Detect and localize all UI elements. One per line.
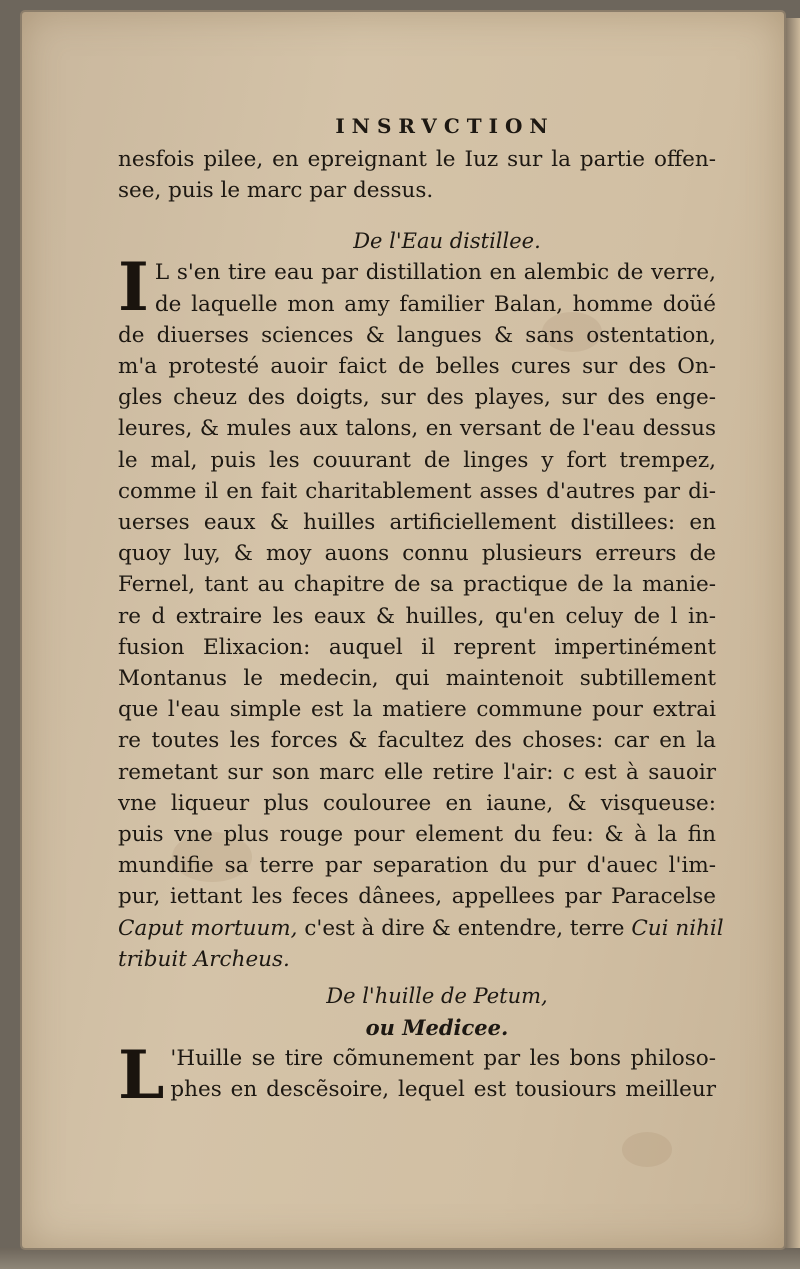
text-fragment: c'est à dire & entendre, terre [297, 915, 632, 941]
section-subheading-medicee: ou Medicee. [365, 1015, 509, 1041]
text-line: le mal, puis les couurant de linges y fort trempez, [118, 447, 716, 473]
text-line: comme il en fait charitablement asses d'autres par di- [118, 478, 716, 504]
text-line: fusion Elixacion: auquel il reprent impertinément [118, 634, 716, 660]
drop-cap-initial: I [118, 248, 149, 327]
page-text [118, 114, 724, 1115]
text-line: puis vne plus rouge pour element du feu: & à la fin [118, 822, 716, 848]
text-line: see, puis le marc par dessus. [118, 178, 434, 204]
text-line: de diuerses sciences & langues & sans ostentation, [118, 322, 716, 348]
text-line: remetant sur son marc elle retire l'air: c est à sauoir [118, 759, 716, 785]
text-line: gles cheuz des doigts, sur des playes, sur des enge- [118, 385, 716, 411]
text-line: L s'en tire eau par distillation en alembic de verre, [154, 260, 716, 286]
running-head: INSRVCTION [335, 114, 555, 138]
intro-text [118, 144, 716, 206]
drop-cap-initial: L [118, 1036, 165, 1115]
paragraph-huille [118, 1036, 716, 1115]
bottom-edge [0, 1248, 800, 1269]
text-line: Montanus le medecin, qui maintenoit subtillement [118, 666, 716, 692]
section-heading-huille-de-petum: De l'huille de Petum, [326, 984, 548, 1009]
text-line: Fernel, tant au chapitre de sa practique de la manie- [118, 572, 716, 598]
text-line: phes en descẽsoire, lequel est tousiours meilleur [170, 1077, 716, 1103]
text-line: 'Huille se tire cõmunement par les bons philoso- [170, 1046, 716, 1072]
text-line: re toutes les forces & facultez des choses: car en la [118, 728, 716, 754]
text-line: mundifie sa terre par separation du pur d'auec l'im- [118, 853, 716, 879]
latin-phrase: Caput mortuum, [118, 915, 298, 941]
latin-phrase: Cui nihil [631, 915, 724, 941]
facing-page-edge [784, 18, 800, 1248]
text-line: uerses eaux & huilles artificiellement distillees: en [118, 510, 716, 536]
text-line: pur, iettant les feces dânees, appellees par Paracelse [118, 884, 716, 910]
text-line: quoy luy, & moy auons connu plusieurs erreurs de [118, 541, 716, 567]
text-line: tribuit Archeus. [118, 946, 290, 972]
foxing-stain [622, 1132, 672, 1167]
text-line: vne liqueur plus coulouree en iaune, & visqueuse: [118, 790, 716, 816]
paragraph-eau-distillee [118, 248, 724, 975]
section-heading-eau-distillee: De l'Eau distillee. [353, 229, 541, 254]
text-line: re d extraire les eaux & huilles, qu'en celuy de l in- [118, 603, 716, 629]
text-line: nesfois pilee, en epreignant le Iuz sur la partie offen- [118, 147, 716, 172]
text-line: leures, & mules aux talons, en versant de l'eau dessus [118, 416, 716, 442]
text-line: de laquelle mon amy familier Balan, homme doüé [154, 291, 716, 317]
text-line: m'a protesté auoir faict de belles cures sur des On- [118, 354, 716, 380]
text-line-latin [118, 913, 724, 944]
text-line: que l'eau simple est la matiere commune pour extrai [118, 697, 716, 723]
